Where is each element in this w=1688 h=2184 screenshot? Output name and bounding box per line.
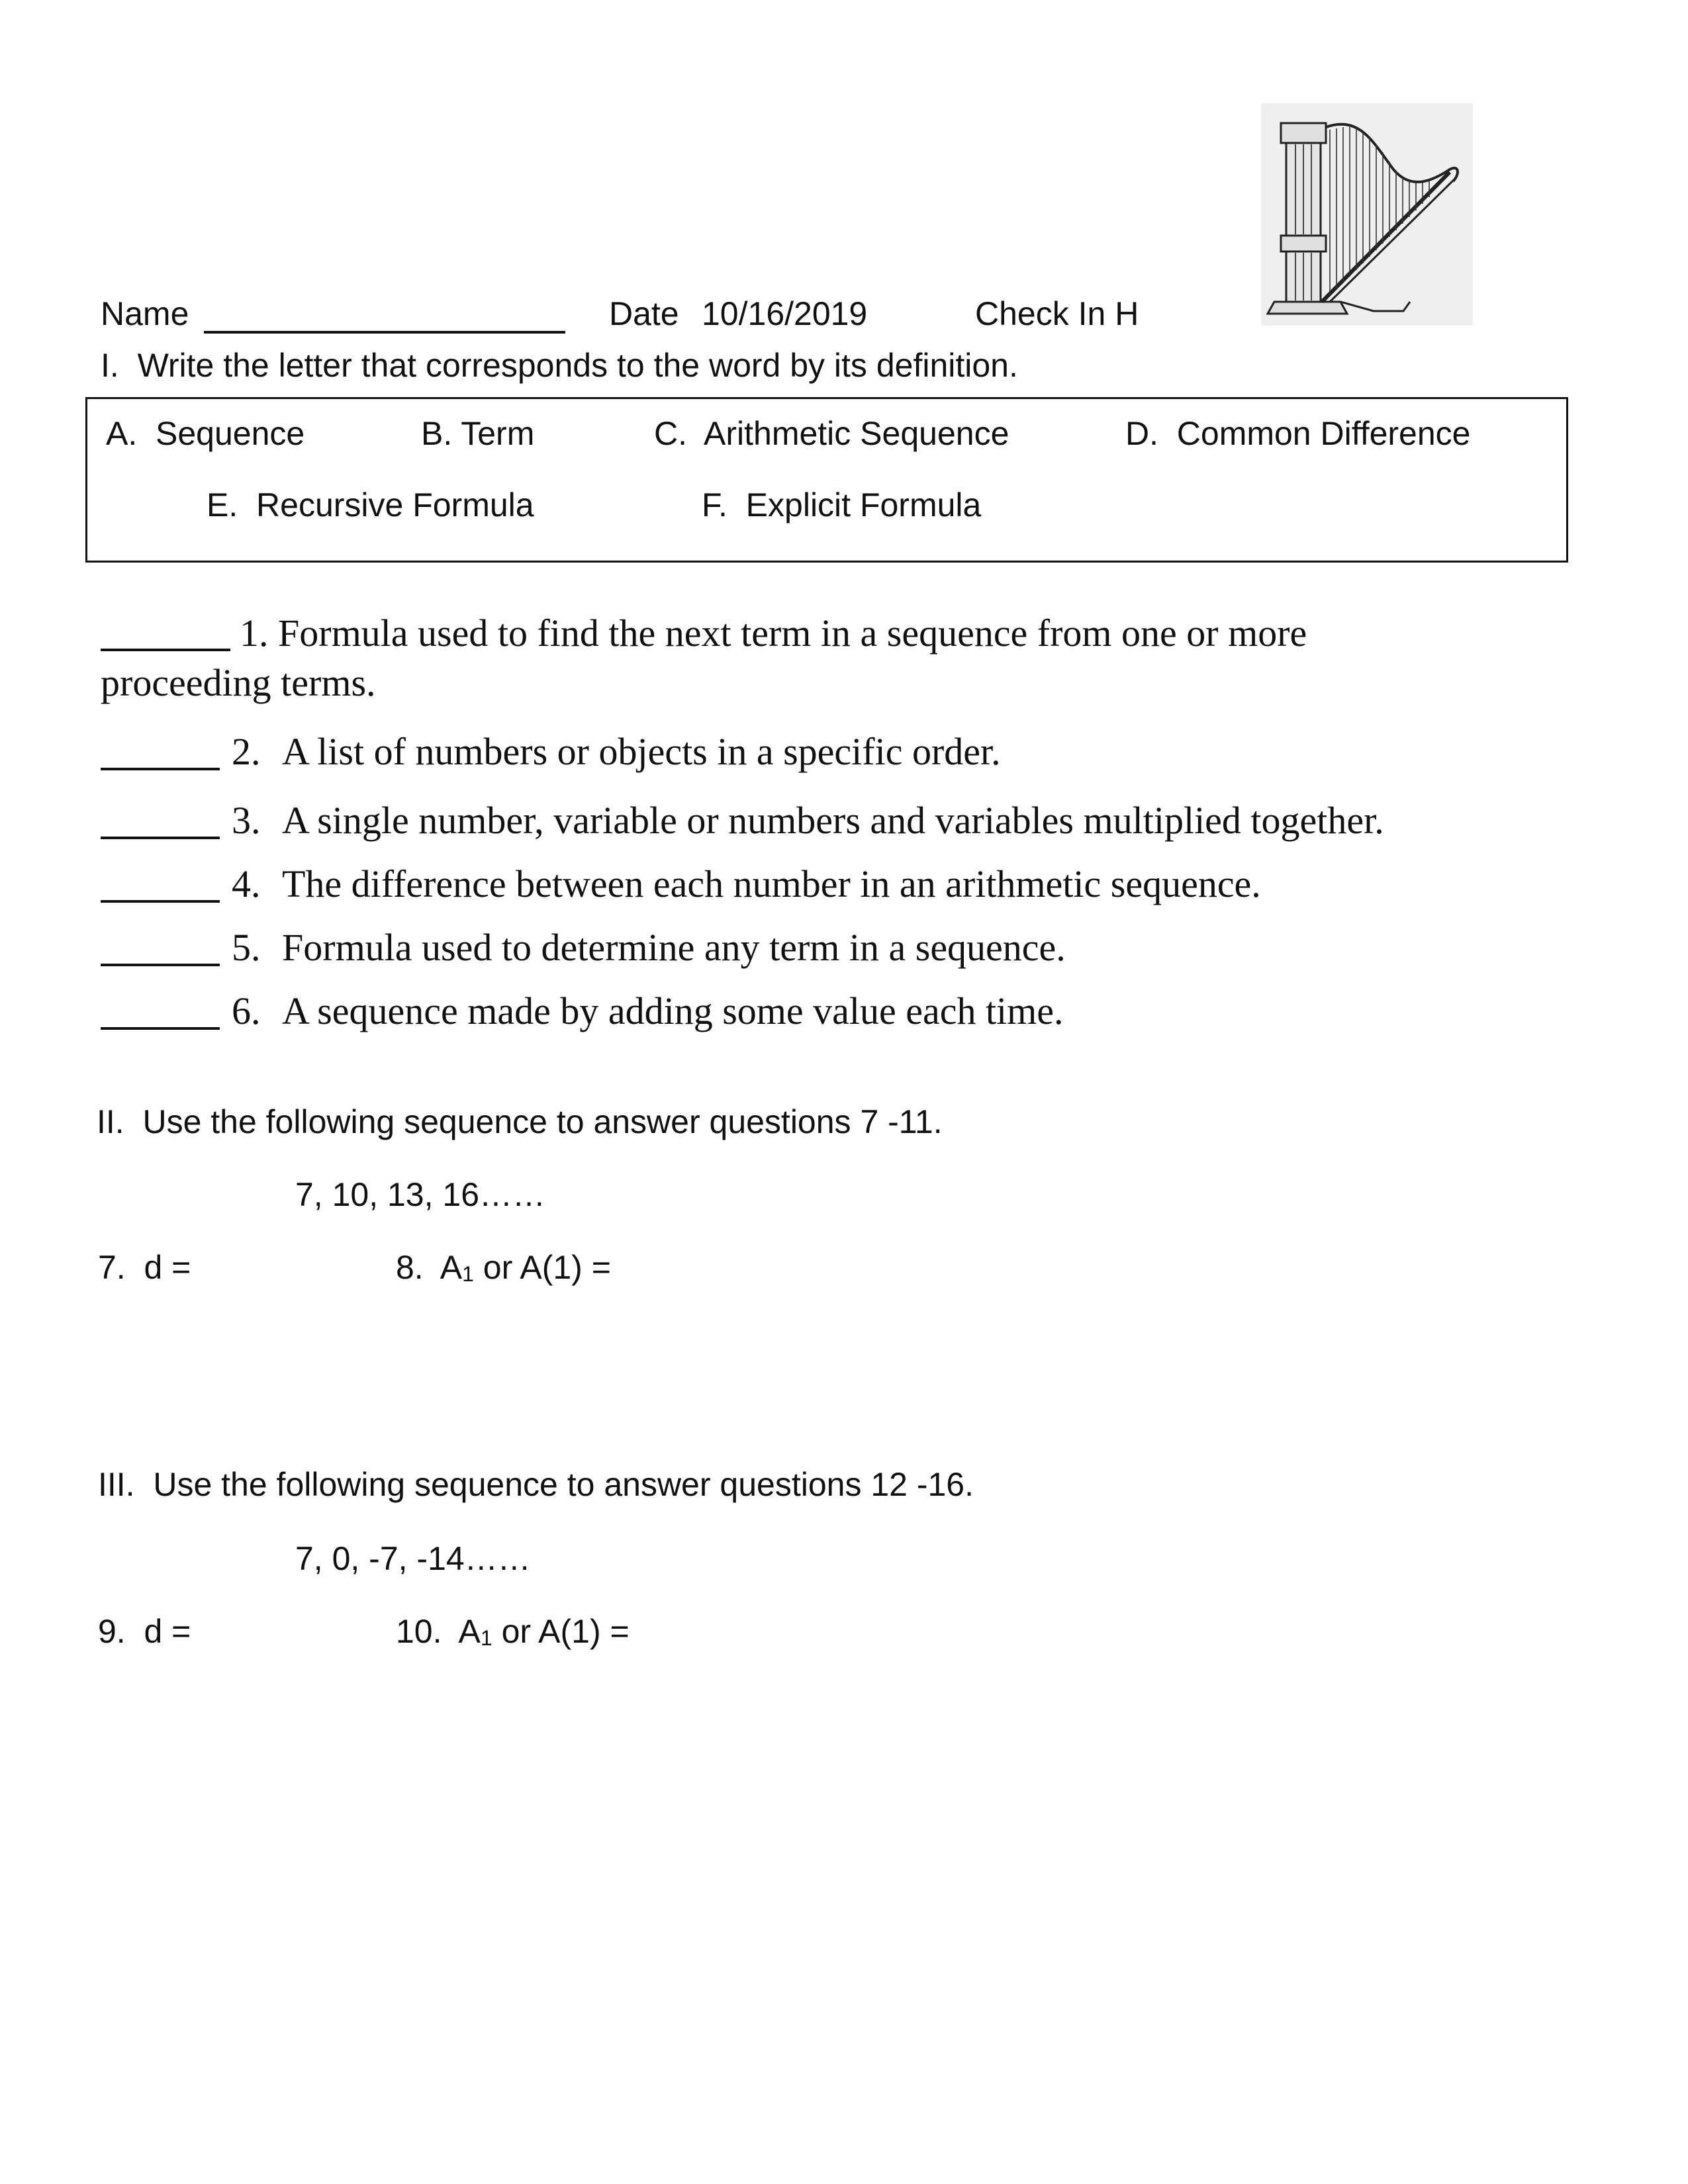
question-8-suffix: or A(1) = — [473, 1249, 611, 1286]
question-10-suffix: or A(1) = — [492, 1613, 630, 1650]
check-in-title: Check In H — [975, 295, 1139, 332]
definition-6-text: A sequence made by adding some value each time. — [282, 989, 1064, 1032]
definition-1-text: 1. Formula used to find the next term in a sequence from one or more — [240, 612, 1307, 655]
definition-2-number: 2. — [232, 730, 261, 773]
answer-blank-3[interactable] — [101, 837, 220, 839]
answer-blank-4[interactable] — [101, 900, 220, 903]
answer-blank-1[interactable] — [101, 649, 230, 651]
answer-blank-2[interactable] — [101, 768, 220, 770]
name-label: Name — [101, 295, 189, 332]
question-7: 7. d = — [98, 1249, 191, 1286]
section-3-sequence: 7, 0, -7, -14…… — [295, 1540, 531, 1577]
definition-1-continuation: proceeding terms. — [101, 661, 376, 704]
definition-5-text: Formula used to determine any term in a sequence. — [282, 926, 1066, 969]
section-3-instructions: III. Use the following sequence to answer questions 12 -16. — [98, 1466, 974, 1503]
question-10-subscript: 1 — [480, 1626, 492, 1650]
date-label: Date — [609, 295, 679, 332]
question-8 — [396, 1251, 611, 1285]
definition-6-number: 6. — [232, 989, 261, 1032]
question-8-prefix: 8. A — [396, 1249, 463, 1286]
word-bank-item-e: E. Recursive Formula — [207, 486, 534, 523]
definition-3-text: A single number, variable or numbers and variables multiplied together. — [282, 799, 1384, 842]
question-8-subscript: 1 — [462, 1262, 474, 1286]
answer-blank-5[interactable] — [101, 964, 220, 966]
definition-4-number: 4. — [232, 862, 261, 905]
question-10-prefix: 10. A — [396, 1613, 481, 1650]
name-blank-line[interactable] — [204, 331, 565, 334]
question-10 — [396, 1615, 630, 1649]
question-9: 9. d = — [98, 1613, 191, 1650]
definition-2-text: A list of numbers or objects in a specific order. — [282, 730, 1001, 773]
answer-blank-6[interactable] — [101, 1027, 220, 1030]
word-bank-item-f: F. Explicit Formula — [702, 486, 982, 523]
section-2-sequence: 7, 10, 13, 16…… — [295, 1176, 546, 1213]
section-2-instructions: II. Use the following sequence to answer questions 7 -11. — [97, 1103, 943, 1140]
word-bank-item-a: A. Sequence — [106, 415, 305, 452]
word-bank-item-c: C. Arithmetic Sequence — [654, 415, 1009, 452]
definition-5-number: 5. — [232, 926, 261, 969]
harp-icon — [1261, 103, 1473, 326]
section-1-instructions: I. Write the letter that corresponds to the word by its definition. — [101, 347, 1018, 384]
definition-3-number: 3. — [232, 799, 261, 842]
definition-4-text: The difference between each number in an arithmetic sequence. — [282, 862, 1261, 905]
word-bank-item-d: D. Common Difference — [1125, 415, 1471, 452]
date-value: 10/16/2019 — [702, 295, 868, 332]
word-bank-item-b: B. Term — [421, 415, 535, 452]
